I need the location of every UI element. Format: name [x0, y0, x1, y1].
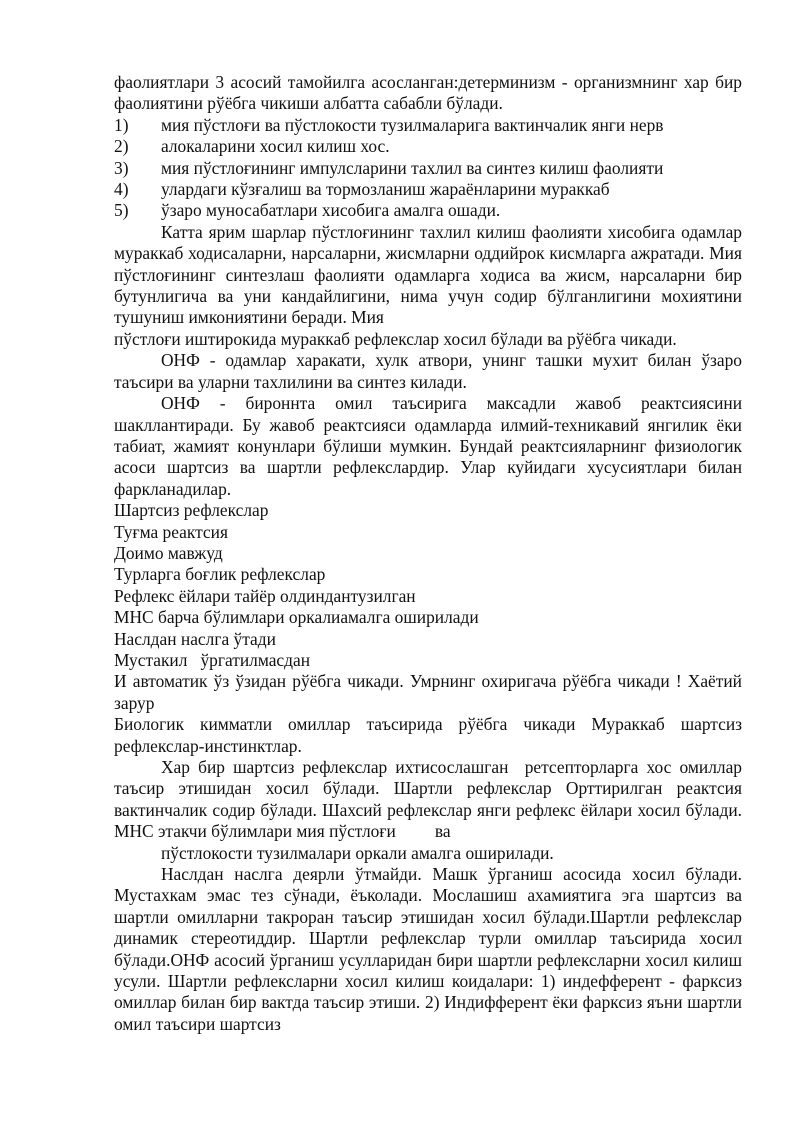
list-item — [114, 179, 742, 200]
list-text: мия пўстлоғининг импулсларини тахлил ва синтез килиш фаолияти — [161, 157, 664, 178]
list-text: мия пўстлоғи ва пўстлокости тузилмаларига вактинчалик янги нерв — [161, 114, 664, 135]
list-number: 1) — [114, 114, 129, 135]
unconditioned-reflex-list — [114, 500, 742, 671]
list-number: 2) — [114, 136, 129, 157]
numbered-list — [114, 115, 742, 222]
list-text: улардаги кўзғалиш ва тормозланиш жараёнларини мураккаб — [161, 179, 610, 200]
list-text: ўзаро муносабатлари хисобига амалга ошади. — [161, 200, 501, 221]
line-item: Турларга боғлик рефлекслар — [114, 564, 326, 585]
paragraph-heredity: Наслдан наслга деярли ўтмайди. Машк ўрганиш асосида хосил бўлади. Мустахкам эмас тез сўнади, ёъколади. Мослашиш ахамиятига эга шартсиз ва шартли омилларни такроран таъсир этишидан хосил бўлади.Шартли рефлекслар динамик стереотиддир. Шартли рефлекслар турли омиллар таъсирида хосил бўлади.ОНФ асосий ўрганиш усулларидан бири шартли рефлексларни хосил килиш усули. Шартли рефлексларни хосил килиш коидалари: 1) индефферент - фарксиз омиллар билан бир вактда таъсир этиши. 2) Индифферент ёки фарксиз яъни шартли омил таъсири шартсиз — [114, 864, 742, 1034]
line-item: Туғма реактсия — [114, 521, 228, 542]
line-item: Доимо мавжуд — [114, 542, 223, 563]
list-item — [114, 115, 742, 136]
paragraph-conditioned-end: пўстлокости тузилмалари оркали амалга оширилади. — [161, 842, 554, 863]
list-number: 3) — [114, 157, 129, 178]
list-number: 5) — [114, 200, 129, 221]
list-item — [114, 136, 742, 157]
paragraph-determinism: фаолиятлари 3 асосий тамойилга асосланган:детерминизм - организмнинг хар бир фаолиятини рўёбга чикиши албатта сабабли бўлади. — [114, 72, 742, 114]
document-page — [114, 72, 747, 1035]
paragraph-conditioned: Хар бир шартсиз рефлекслар ихтисослашган ретсепторларга хос омиллар таъсир этишидан хосил бўлади. Шартли рефлекслар Орттирилган реактсия вактинчалик содир бўлади. Шахсий рефлекслар янги рефлекс ёйлари хосил бўлади. МНС этакчи бўлимлари мия пўстлоғи ва — [114, 757, 747, 842]
paragraph-biological: Биологик кимматли омиллар таъсирида рўёбга чикади Мураккаб шартсиз рефлекслар-инстинктлар. — [114, 714, 742, 756]
paragraph-automatic: И автоматик ўз ўзидан рўёбга чикади. Умрнинг охиригача рўёбга чикади ! Хаётий зарур — [114, 671, 742, 713]
line-item: Шартсиз рефлекслар — [114, 500, 269, 521]
line-item: Рефлекс ёйлари тайёр олдиндантузилган — [114, 585, 416, 606]
list-item — [114, 200, 742, 221]
paragraph-hemispheres: Катта ярим шарлар пўстлоғининг тахлил килиш фаолияти хисобига одамлар мураккаб ходисаларни, нарсаларни, жисмларни оддийрок кисмларга ажратади. Мия пўстлоғининг синтезлаш фаолияти одамларга ходиса ва жисм, нарсаларни бир бутунлигича ва уни кандайлигини, нима учун содир бўлганлигини мохиятини тушуниш имкониятини беради. Мия — [114, 221, 742, 328]
line-item: Наслдан наслга ўтади — [114, 628, 276, 649]
list-number: 4) — [114, 179, 129, 200]
paragraph-hemispheres-end: пўстлоғи иштирокида мураккаб рефлекслар хосил бўлади ва рўёбга чикади. — [114, 328, 677, 349]
paragraph-onf-reaction: ОНФ - бироннта омил таъсирига максадли жавоб реактсиясини шакллантиради. Бу жавоб реактсияси одамларда илмий-техникавий янгилик ёки табиат, жамият конунлари бўлиши мумкин. Бундай реактсияларнинг физиологик асоси шартсиз ва шартли рефлекслардир. Улар куйидаги хусусиятлари билан фаркланадилар. — [114, 393, 742, 499]
line-item: Мустакил ўргатилмасдан — [114, 649, 311, 670]
paragraph-onf-behavior: ОНФ - одамлар харакати, хулк атвори, унинг ташки мухит билан ўзаро таъсири ва уларни тахлилини ва синтез килади. — [114, 350, 742, 392]
list-item — [114, 158, 742, 179]
list-text: алокаларини хосил килиш хос. — [161, 136, 390, 157]
line-item: МНС барча бўлимлари оркалиамалга оширилади — [114, 607, 479, 628]
